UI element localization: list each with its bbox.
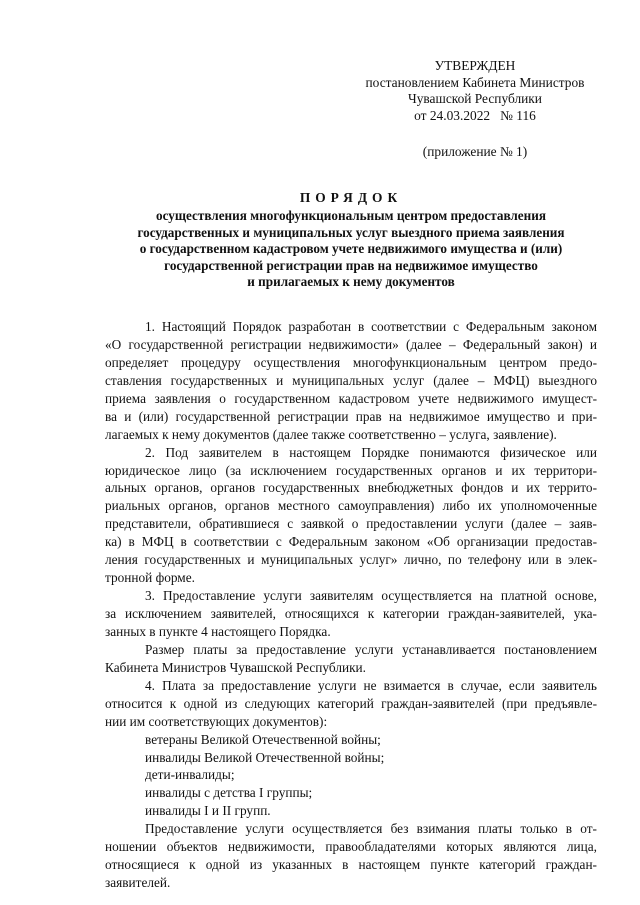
paragraph-line: 3. Предоставление услуги заявителям осуществляется на платной основе, [145,588,597,604]
paragraph-line: Кабинета Министров Чувашской Республики. [105,659,366,675]
document-title: ПОРЯДОК [299,190,403,205]
approval-line: УТВЕРЖДЕН [434,58,516,73]
list-item: инвалиды I и II групп. [145,803,271,819]
paragraph-line: «О государственной регистрации недвижимости» (далее – Федеральный закон) и [105,336,597,352]
approval-line: Чувашской Республики [408,91,542,106]
paragraph-line: Размер платы за предоставление услуги устанавливается постановлением [145,641,597,657]
list-item: инвалиды Великой Отечественной войны; [145,749,385,765]
approval-line: постановлением Кабинета Министров [365,74,585,90]
document-subtitle [105,208,597,291]
paragraph-line: риальных органов, органов местного самоуправления) либо их уполномоченные [105,498,597,514]
paragraph-line: приема заявления о государственном кадастровом учете недвижимого имущест- [105,390,597,406]
list-item: инвалиды с детства I группы; [145,785,313,801]
paragraph-line: 4. Плата за предоставление услуги не взимается в случае, если заявитель [145,677,597,693]
paragraph-line: ношении объектов недвижимости, правообладателями которых являются лица, [105,839,597,855]
approval-block [350,58,600,124]
appendix-note: (приложение № 1) [422,144,528,159]
paragraph-line: определяет процедуру осуществления многофункциональным центром предо- [105,354,597,370]
paragraph-line: юридическое лицо (за исключением государственных органов и их территори- [105,462,597,478]
paragraph-line: 2. Под заявителем в настоящем Порядке понимаются физическое или [145,444,597,460]
paragraph-line: за исключением заявителей, относящихся к категории граждан-заявителей, ука- [105,606,597,621]
subtitle-line: о государственном кадастровом учете недвижимого имущества и (или) [139,241,563,257]
list-item: дети-инвалиды; [145,767,235,783]
subtitle-line: осуществления многофункциональным центром предоставления [156,208,546,223]
paragraph-line: заявителей. [105,875,171,891]
paragraph-line: ва и (или) государственной регистрации прав на недвижимое имущество и при- [105,408,597,424]
paragraph-line: Предоставление услуги осуществляется без взимания платы только в от- [145,821,597,837]
paragraph-line: представители, обратившиеся с заявкой о предоставлении услуги (далее – заяв- [105,516,597,532]
paragraph-line: альных органов, органов государственных внебюджетных фондов и их террито- [105,480,597,496]
document-body [105,318,597,892]
paragraph-line: нии им соответствующих документов): [105,713,328,729]
paragraph-line: ка) в МФЦ в соответствии с Федеральным законом «Об организации предостав- [105,534,597,550]
paragraph-line: лагаемых к нему документов (далее также соответственно – услуга, заявление). [105,426,557,442]
paragraph-line: ления государственных и муниципальных услуг» лично, по телефону или в элек- [105,552,597,568]
subtitle-line: государственной регистрации прав на недвижимое имущество [164,257,538,273]
subtitle-line: и прилагаемых к нему документов [247,274,455,290]
paragraph-line: занных в пункте 4 настоящего Порядка. [105,623,331,639]
list-item: ветераны Великой Отечественной войны; [145,731,381,747]
approval-date-number: от 24.03.2022 № 116 [414,107,536,123]
paragraph-line: относящиеся к одной из указанных в настоящем пункте категорий граждан- [105,857,597,873]
paragraph-line: относится к одной из следующих категорий граждан-заявителей (при предъявле- [105,695,597,711]
paragraph-line: ставления государственных и муниципальных услуг (далее – МФЦ) выездного [105,372,597,388]
paragraph-line: 1. Настоящий Порядок разработан в соответствии с Федеральным законом [145,319,597,334]
paragraph-line: тронной форме. [105,570,195,586]
subtitle-line: государственных и муниципальных услуг выездного приема заявления [137,224,565,240]
